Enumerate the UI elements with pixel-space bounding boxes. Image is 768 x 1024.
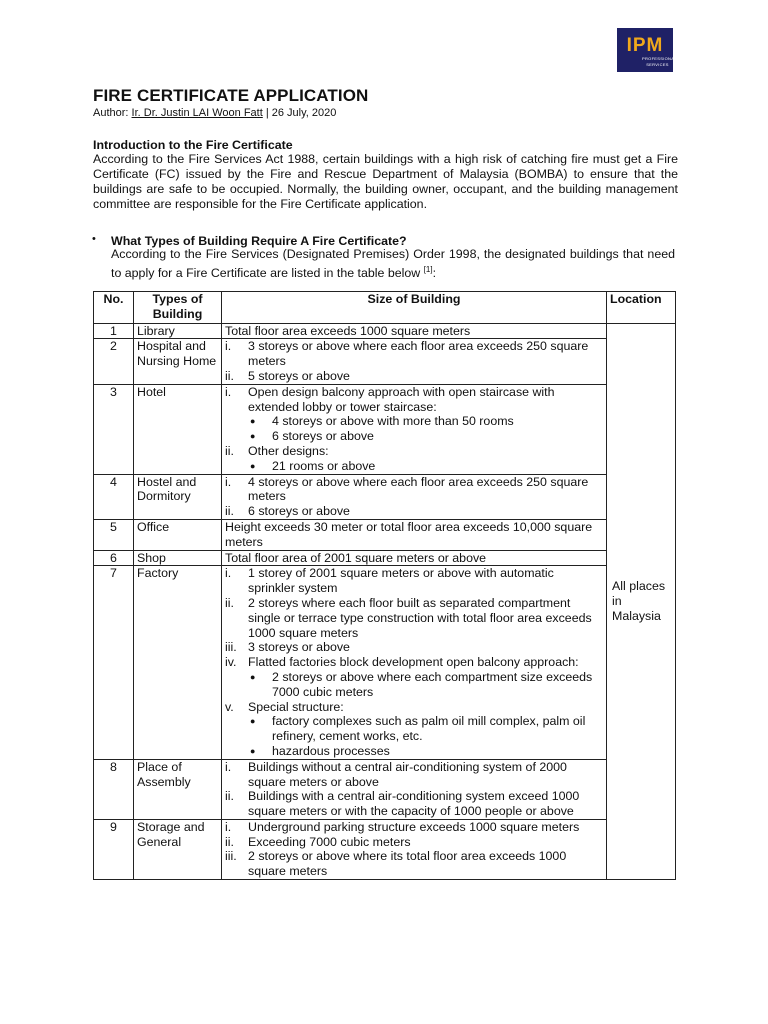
sub-criterion-text: 2 storeys or above where each compartment size exceeds 7000 cubic meters bbox=[272, 669, 593, 699]
table-header-row bbox=[94, 292, 676, 324]
section-colon: : bbox=[432, 266, 437, 281]
section-paragraph bbox=[111, 247, 675, 281]
bullet-icon: ● bbox=[250, 416, 256, 427]
criterion-numeral: iii. bbox=[225, 849, 237, 864]
building-type: Library bbox=[134, 323, 222, 339]
criterion-item bbox=[225, 760, 603, 790]
criterion-text: 2 storeys or above where its total floor area exceeds 1000 square meters bbox=[248, 849, 567, 879]
criterion-numeral: ii. bbox=[225, 443, 234, 458]
intro-heading: Introduction to the Fire Certificate bbox=[93, 138, 293, 152]
row-number: 8 bbox=[94, 759, 134, 819]
criterion-numeral: iv. bbox=[225, 655, 237, 670]
criterion-text: 4 storeys or above where each floor area exceeds 250 square meters bbox=[248, 474, 589, 504]
table-row bbox=[94, 323, 676, 339]
bullet-icon: ● bbox=[250, 745, 256, 756]
criterion-item bbox=[225, 339, 603, 369]
criterion-numeral: i. bbox=[225, 566, 232, 581]
row-number: 7 bbox=[94, 566, 134, 759]
row-number: 2 bbox=[94, 339, 134, 384]
table-row bbox=[94, 339, 676, 384]
sub-criterion-text: 4 storeys or above with more than 50 rooms bbox=[272, 414, 514, 429]
section-heading: What Types of Building Require A Fire Certificate? bbox=[111, 234, 407, 248]
criterion-item bbox=[225, 655, 603, 670]
criterion-numeral: ii. bbox=[225, 834, 234, 849]
row-number: 4 bbox=[94, 474, 134, 519]
logo-mark: IPM bbox=[626, 35, 664, 56]
building-size bbox=[222, 339, 607, 384]
criterion-text: 1 storey of 2001 square meters or above with automatic sprinkler system bbox=[248, 566, 554, 596]
author-line bbox=[93, 107, 336, 119]
sub-criterion bbox=[225, 414, 603, 429]
criterion-item bbox=[225, 835, 603, 850]
building-type: Office bbox=[134, 519, 222, 550]
sub-criterion bbox=[225, 459, 603, 474]
sub-criterion bbox=[225, 744, 603, 759]
building-type: Hospital and Nursing Home bbox=[134, 339, 222, 384]
criterion-numeral: v. bbox=[225, 699, 234, 714]
criterion-numeral: i. bbox=[225, 339, 232, 354]
intro-paragraph: According to the Fire Services Act 1988, certain buildings with a high risk of catching fire must get a Fire Certificate (FC) issued by the Fire and Rescue Department of Malaysia (BOMBA) to ensure that the buildings are safe to be occupied. Normally, the building owner, occupant, and the building management committee are responsible for the Fire Certificate application. bbox=[93, 152, 678, 211]
criterion-item bbox=[225, 385, 603, 415]
header-size: Size of Building bbox=[222, 292, 607, 324]
criterion-item bbox=[225, 504, 603, 519]
criterion-numeral: ii. bbox=[225, 504, 234, 519]
criterion-text: Other designs: bbox=[248, 443, 329, 458]
row-number: 3 bbox=[94, 384, 134, 474]
criterion-text: Open design balcony approach with open staircase with extended lobby or tower staircase: bbox=[248, 384, 555, 414]
criterion-item bbox=[225, 849, 603, 879]
criterion-numeral: i. bbox=[225, 819, 232, 834]
row-number: 9 bbox=[94, 819, 134, 879]
criterion-item bbox=[225, 640, 603, 655]
sub-criterion bbox=[225, 714, 603, 744]
bullet-icon: ● bbox=[250, 431, 256, 442]
criterion-item bbox=[225, 820, 603, 835]
building-size bbox=[222, 566, 607, 759]
criterion-text: 5 storeys or above bbox=[248, 368, 350, 383]
sub-criterion-text: factory complexes such as palm oil mill complex, palm oil refinery, cement works, etc. bbox=[272, 714, 586, 744]
building-type: Shop bbox=[134, 550, 222, 566]
row-number: 1 bbox=[94, 323, 134, 339]
criterion-text: Buildings with a central air-conditioning system exceed 1000 square meters or with the capacity of 1000 people or above bbox=[248, 789, 580, 819]
building-type: Place of Assembly bbox=[134, 759, 222, 819]
building-type: Factory bbox=[134, 566, 222, 759]
building-size: Total floor area of 2001 square meters or above bbox=[222, 550, 607, 566]
sub-criterion-text: 6 storeys or above bbox=[272, 429, 374, 444]
criterion-text: Flatted factories block development open balcony approach: bbox=[248, 655, 579, 670]
building-size bbox=[222, 819, 607, 879]
section-bullet: • bbox=[92, 233, 96, 245]
sub-criterion-text: 21 rooms or above bbox=[272, 458, 376, 473]
criterion-text: Underground parking structure exceeds 1000 square meters bbox=[248, 819, 580, 834]
building-size: Height exceeds 30 meter or total floor area exceeds 10,000 square meters bbox=[222, 519, 607, 550]
criterion-item bbox=[225, 566, 603, 596]
table-row bbox=[94, 384, 676, 474]
sub-criterion bbox=[225, 670, 603, 700]
page-title: FIRE CERTIFICATE APPLICATION bbox=[93, 86, 369, 105]
building-size bbox=[222, 759, 607, 819]
bullet-icon: ● bbox=[250, 716, 256, 727]
building-size bbox=[222, 474, 607, 519]
criterion-numeral: i. bbox=[225, 474, 232, 489]
building-size bbox=[222, 384, 607, 474]
table-row bbox=[94, 566, 676, 759]
sub-criterion bbox=[225, 429, 603, 444]
criterion-item bbox=[225, 475, 603, 505]
criterion-numeral: iii. bbox=[225, 640, 237, 655]
criterion-text: 3 storeys or above where each floor area exceeds 250 square meters bbox=[248, 339, 589, 369]
table-row bbox=[94, 759, 676, 819]
criterion-item bbox=[225, 369, 603, 384]
section-body: According to the Fire Services (Designated Premises) Order 1998, the designated buildings that need to apply for a Fire Certificate are listed in the table below bbox=[111, 247, 675, 281]
criterion-text: 2 storeys where each floor built as separated compartment single or terrace type construction with total floor area exceeds 1000 square meters bbox=[248, 595, 592, 640]
criterion-text: 6 storeys or above bbox=[248, 504, 350, 519]
criterion-text: 3 storeys or above bbox=[248, 640, 350, 655]
criterion-numeral: ii. bbox=[225, 789, 234, 804]
bullet-icon: ● bbox=[250, 460, 256, 471]
table-row bbox=[94, 550, 676, 566]
criterion-item bbox=[225, 596, 603, 640]
ipm-logo bbox=[617, 28, 677, 72]
author-prefix: Author: bbox=[93, 107, 132, 119]
author-name-link[interactable]: Ir. Dr. Justin LAI Woon Fatt bbox=[131, 107, 263, 119]
row-number: 6 bbox=[94, 550, 134, 566]
criterion-item bbox=[225, 444, 603, 459]
header-no: No. bbox=[94, 292, 134, 324]
reference-link[interactable]: [1] bbox=[423, 265, 433, 274]
criterion-text: Special structure: bbox=[248, 699, 344, 714]
sub-criterion-text: hazardous processes bbox=[272, 743, 390, 758]
criterion-numeral: ii. bbox=[225, 368, 234, 383]
criterion-text: Exceeding 7000 cubic meters bbox=[248, 834, 411, 849]
criterion-numeral: i. bbox=[225, 384, 232, 399]
author-date: | 26 July, 2020 bbox=[262, 107, 337, 119]
table-row bbox=[94, 819, 676, 879]
header-type: Types of Building bbox=[134, 292, 222, 324]
bullet-icon: ● bbox=[250, 671, 256, 682]
location-value: All places in Malaysia bbox=[607, 323, 676, 879]
table-row bbox=[94, 519, 676, 550]
criterion-numeral: i. bbox=[225, 759, 232, 774]
building-type: Hostel and Dormitory bbox=[134, 474, 222, 519]
building-size: Total floor area exceeds 1000 square meters bbox=[222, 323, 607, 339]
header-location: Location bbox=[607, 292, 676, 324]
criterion-item bbox=[225, 700, 603, 715]
building-requirements-table bbox=[93, 291, 676, 880]
logo-subtext: PROFESSIONAL SERVICES bbox=[642, 56, 677, 67]
building-type: Storage and General bbox=[134, 819, 222, 879]
table-row bbox=[94, 474, 676, 519]
building-type: Hotel bbox=[134, 384, 222, 474]
criterion-numeral: ii. bbox=[225, 595, 234, 610]
row-number: 5 bbox=[94, 519, 134, 550]
criterion-item bbox=[225, 789, 603, 819]
table-body bbox=[94, 323, 676, 879]
criterion-text: Buildings without a central air-conditioning system of 2000 square meters or above bbox=[248, 759, 567, 789]
